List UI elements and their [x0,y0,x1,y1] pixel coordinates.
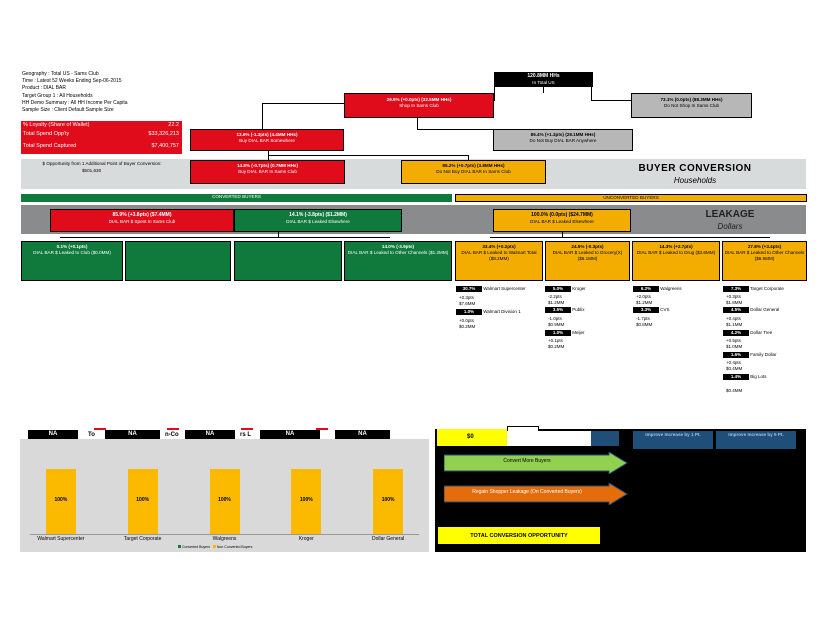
na-fragment-3: rs L [240,432,252,438]
category-label: Target Corporate [123,536,162,542]
category-label: Walmart Supercenter [37,536,85,542]
channel-club: 0.1% (+0.1pts) DIAL BAR $ Leaked to Club ($0.0MM) [21,241,123,281]
arrow-convert-label: Convert More Buyers [503,458,551,464]
loyalty-label: % Loyalty (Share of Wallet) [23,122,90,128]
channel-empty-2 [234,241,342,281]
tree-buy-sams: 14.8% (-0.7pts) (0.7MM HHs) Buy DIAL BAR In Sams Club [190,160,345,184]
value-box [507,431,591,446]
meta-geography: Geography : Total US - Sams Club [22,71,99,77]
opportunity-value: $501,630 [82,167,102,173]
buyer-conversion-title: BUYER CONVERSION [638,163,752,174]
meta-sample-size: Sample Size : Client Default Sample Size [22,107,114,114]
meta-time: Time : Latest 52 Weeks Ending Sep-06-2015 [22,78,122,85]
arrow-regain-label: Regain Shopper Leakage (On Converted Buyers) [472,489,582,495]
improve-1pt: Improve Increase by 1 Pt. [633,431,713,449]
na-tab-1[interactable]: NA [28,430,78,439]
converted-buyers-band: CONVERTED BUYERS [21,194,452,202]
tree-buy-somewhere: 13.6% (-1.3pts) (4.4MM HHs) Buy DIAL BAR Somewhere [190,129,344,151]
tab-accent [94,428,106,430]
dollar-value: $0 [437,429,507,446]
legend-nonconverted: Non Converted Buyers [216,545,253,549]
opportunity-text: $ Opportunity from 1 Additional Point of Buyer Conversion: $501,630 [22,161,182,175]
loyalty-value: 22.2 [168,122,179,128]
tree-not-buy-sams: 85.2% (+0.7pts) (3.8MM HHs) Do Not Buy DIAL BAR In Sams Club [401,160,546,184]
buyer-conversion-subtitle: Households [673,176,717,185]
opp-label: Total Spend Opp'ty [23,131,70,137]
channel-grocery: 24.5% (-0.3pts) DIAL BAR $ Leaked to Grocery(X) ($6.1MM) [545,241,630,281]
tab-accent [241,428,253,430]
value-box-blue [591,431,619,446]
meta-product: Product : DIAL BAR [22,85,66,92]
leakage-title: LEAKAGE [705,209,755,220]
tree-root: 120.8MM HHs In Total US [494,72,593,87]
leakage-bar-chart [20,439,429,552]
channel-other-converted: 14.0% (-3.9pts) DIAL BAR $ Leaked to Other Channels ($1.2MM) [344,241,452,281]
bar-data-label: 100% [218,497,231,503]
channel-empty-1 [125,241,231,281]
tab-accent [316,428,328,430]
meta-hh-demo: HH Demo Summary : All HH Income Per Capita [22,99,128,106]
tab-accent [167,428,179,430]
na-tab-2[interactable]: NA [105,430,160,439]
unconverted-buyers-band: UNCONVERTED BUYERS [455,194,807,202]
captured-value: $7,400,757 [151,143,179,149]
total-conversion-opportunity: TOTAL CONVERSION OPPORTUNITY [437,526,601,545]
bar-data-label: 100% [136,497,150,503]
bar-data-label: 100% [299,497,313,503]
channel-other-unconverted: 27.8% (+3.4pts) DIAL BAR $ Leaked to Other Channels ($6.9MM) [722,241,807,281]
leakage-elsewhere-unconverted: 100.0% (0.0pts) ($24.7MM) DIAL BAR $ Leaked Elsewhere [493,209,631,232]
leakage-subtitle: Dollars [717,222,743,231]
category-label: Walgreens [212,536,237,542]
na-fragment-1: To [88,432,95,438]
chart-legend [178,545,252,549]
meta-target-group: Target Group 1 : All Households [22,92,93,99]
channel-drug: 14.3% (+2.7pts) DIAL BAR $ Leaked to Drug ($3.6MM) [632,241,720,281]
tree-not-buy-anywhere: 86.4% (+1.3pts) (28.1MM HHs) Do Not Buy DIAL BAR Anywhere [493,129,633,151]
report-meta [22,71,128,114]
chart-baseline [30,534,419,535]
category-label: Kroger [298,536,314,542]
leakage-spent-in: 85.9% (+3.8pts) ($7.4MM) DIAL BAR $ Spent In Sams Club [50,209,234,232]
opp-value: $33,326,213 [148,131,179,137]
tree-noshop: 73.1% (0.0pts) (88.3MM HHs) Do Not Shop In Sams Club [631,93,752,118]
leakage-elsewhere-converted: 14.1% (-3.8pts) ($1.2MM) DIAL BAR $ Leaked Elsewhere [234,209,402,232]
category-label: Dollar General [371,536,405,542]
improve-5pt: Improve Increase by 5 Pt. [716,431,796,449]
bar-data-label: 100% [381,497,395,503]
na-tab-4[interactable]: NA [260,430,320,439]
na-fragment-2: n-Co [165,432,179,438]
legend-converted: Converted Buyers [181,545,210,549]
bar-data-label: 100% [54,497,68,503]
channel-walmart: 33.4% (+0.2pts) DIAL BAR $ Leaked to Walmart Total ($8.2MM) [455,241,543,281]
captured-label: Total Spend Captured [23,143,77,149]
na-tab-5[interactable]: NA [335,430,390,439]
tree-shop: 26.9% (+0.0pts) (32.5MM HHs) Shop In Sams Club [344,93,494,118]
na-tab-3[interactable]: NA [185,430,235,439]
kpi-panel [21,121,182,154]
